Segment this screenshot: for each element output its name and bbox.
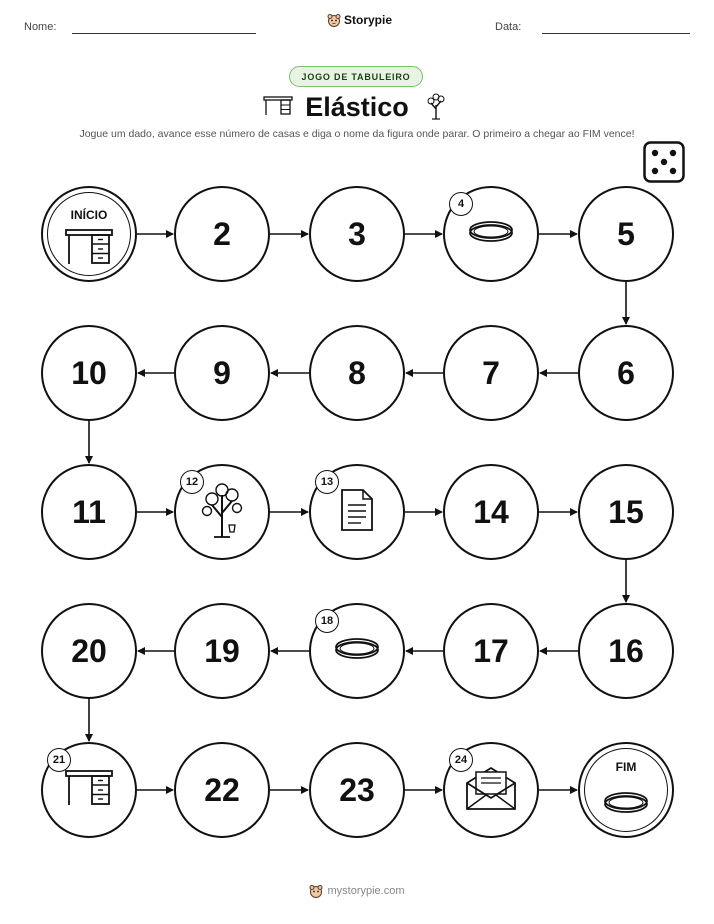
space-number: 10 [71,354,107,391]
game-type-badge: JOGO DE TABULEIRO [289,66,423,87]
board-space [578,603,674,699]
space-number: 17 [473,632,509,669]
space-number: 20 [71,632,107,669]
space-number: 15 [608,493,644,530]
space-number: 8 [348,354,366,391]
start-space [41,186,137,282]
start-label: INÍCIO [70,208,108,222]
tree-icon [200,481,244,544]
board-space [41,603,137,699]
board-space [309,325,405,421]
space-number: 11 [72,493,106,530]
space-number: 22 [204,771,240,808]
board-space [578,186,674,282]
envelope-icon [464,765,518,816]
board-space [443,742,539,838]
document-icon [339,488,375,537]
space-number: 24 [449,748,473,772]
space-number: 14 [473,493,509,530]
space-number: 21 [47,748,71,772]
board-space [41,464,137,560]
page-title: Elástico [305,92,409,122]
finish-label: FIM [615,760,637,774]
space-number: 6 [617,354,635,391]
footer-url: mystorypie.com [327,885,405,897]
space-number: 4 [449,192,473,216]
board-space [309,742,405,838]
footer [0,884,714,898]
space-number: 23 [339,771,375,808]
rubber-band-icon [601,788,651,823]
space-number: 7 [482,354,500,391]
space-number: 13 [315,470,339,494]
desk-icon [64,769,114,812]
board-space [443,186,539,282]
date-label: Data: [495,21,522,33]
board-space [174,325,270,421]
space-number: 16 [608,632,644,669]
board-space [578,325,674,421]
board-space [174,742,270,838]
board-space [309,464,405,560]
board-space [41,742,137,838]
space-number: 2 [213,215,231,252]
board-space [443,603,539,699]
storypie-logo-icon [309,884,323,898]
instructions: Jogue um dado, avance esse número de casas e diga o nome da figura onde parar. O primeiro a chegar ao FIM vence! [79,128,635,140]
board-space [174,186,270,282]
name-label: Nome: [24,21,57,33]
board-space [309,186,405,282]
space-number: 18 [315,609,339,633]
board-space [443,325,539,421]
board-space [174,603,270,699]
space-number: 19 [204,632,240,669]
rubber-band-icon [466,217,516,252]
board-space [41,325,137,421]
space-number: 3 [348,215,366,252]
space-number: 9 [213,354,231,391]
brand-name: Storypie [344,13,393,27]
space-number: 12 [180,470,204,494]
desk-icon [64,228,114,271]
board-space [174,464,270,560]
rubber-band-icon [332,634,382,669]
board-space [443,464,539,560]
board-space [309,603,405,699]
finish-space [578,742,674,838]
board-space [578,464,674,560]
space-number: 5 [617,215,635,252]
